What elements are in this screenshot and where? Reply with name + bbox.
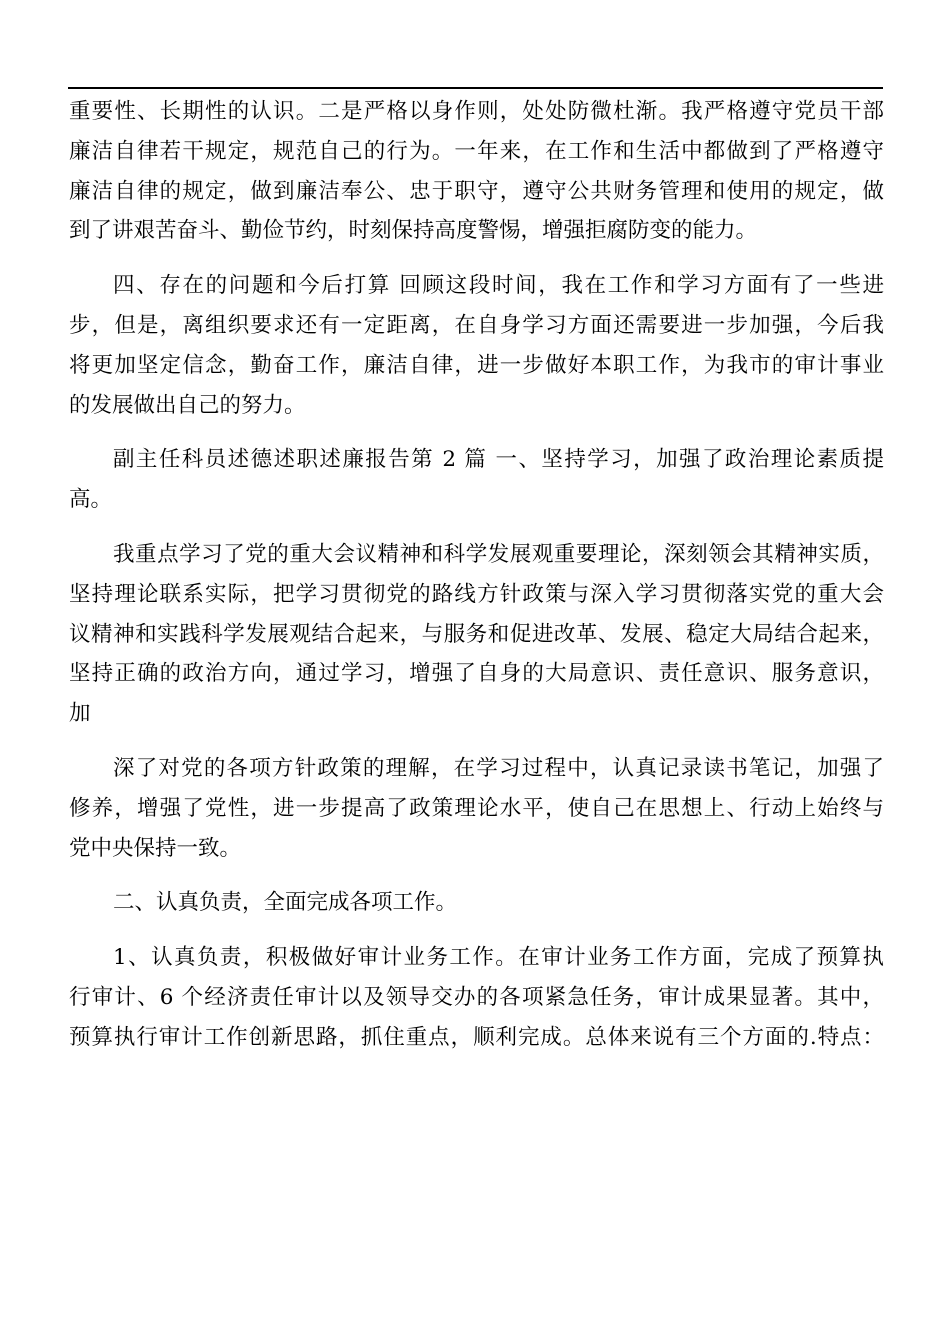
text-line: 坚持正确的政治方向，通过学习，增强了自身的大局意识、责任意识、服务意识，	[69, 661, 884, 687]
text-line: 议精神和实践科学发展观结合起来，与服务和促进改革、发展、稳定大局结合起来，	[69, 621, 884, 647]
paragraph-1	[69, 92, 884, 251]
paragraph-4	[69, 535, 884, 734]
text-line: 我重点学习了党的重大会议精神和科学发展观重要理论，深刻领会其精神实质，	[113, 541, 884, 567]
text-line: 到了讲艰苦奋斗、勤俭节约，时刻保持高度警惕，增强拒腐防变的能力。	[69, 218, 758, 244]
document-body	[69, 92, 884, 1058]
section-heading: 二、认真负责，全面完成各项工作。	[113, 890, 458, 916]
text-line: 深了对党的各项方针政策的理解，在学习过程中，认真记录读书笔记，加强了	[113, 755, 884, 781]
text-line: 副主任科员述德述职述廉报告第 2 篇 一、坚持学习，加强了政治理论素质提	[113, 447, 884, 473]
text-line: 廉洁自律的规定，做到廉洁奉公、忠于职守，遵守公共财务管理和使用的规定，做	[69, 178, 884, 204]
text-line: 四、存在的问题和今后打算 回顾这段时间，我在工作和学习方面有了一些进	[113, 273, 884, 299]
text-line: 步，但是，离组织要求还有一定距离，在自身学习方面还需要进一步加强，今后我	[69, 312, 884, 338]
text-line: 加	[69, 701, 91, 727]
paragraph-5	[69, 749, 884, 868]
text-line: 高。	[69, 487, 113, 513]
text-line: 廉洁自律若干规定，规范自己的行为。一年来，在工作和生活中都做到了严格遵守	[69, 138, 884, 164]
paragraph-3	[69, 440, 884, 520]
text-line: 的发展做出自己的努力。	[69, 392, 306, 418]
text-line: 修养，增强了党性，进一步提高了政策理论水平，使自己在思想上、行动上始终与	[69, 795, 884, 821]
text-line: 党中央保持一致。	[69, 835, 242, 861]
text-line: 坚持理论联系实际，把学习贯彻党的路线方针政策与深入学习贯彻落实党的重大会	[69, 581, 884, 607]
paragraph-2	[69, 266, 884, 425]
paragraph-7	[69, 938, 884, 1057]
text-line: 预算执行审计工作创新思路，抓住重点，顺利完成。总体来说有三个方面的.特点：	[69, 1024, 884, 1050]
text-line: 行审计、6 个经济责任审计以及领导交办的各项紧急任务，审计成果显著。其中，	[69, 984, 884, 1010]
text-line: 将更加坚定信念，勤奋工作，廉洁自律，进一步做好本职工作，为我市的审计事业	[69, 352, 884, 378]
header-rule	[68, 87, 883, 89]
text-line: 重要性、长期性的认识。二是严格以身作则，处处防微杜渐。我严格遵守党员干部	[69, 99, 884, 124]
text-line: 1、认真负责，积极做好审计业务工作。在审计业务工作方面，完成了预算执	[113, 945, 884, 971]
paragraph-6	[69, 883, 884, 923]
